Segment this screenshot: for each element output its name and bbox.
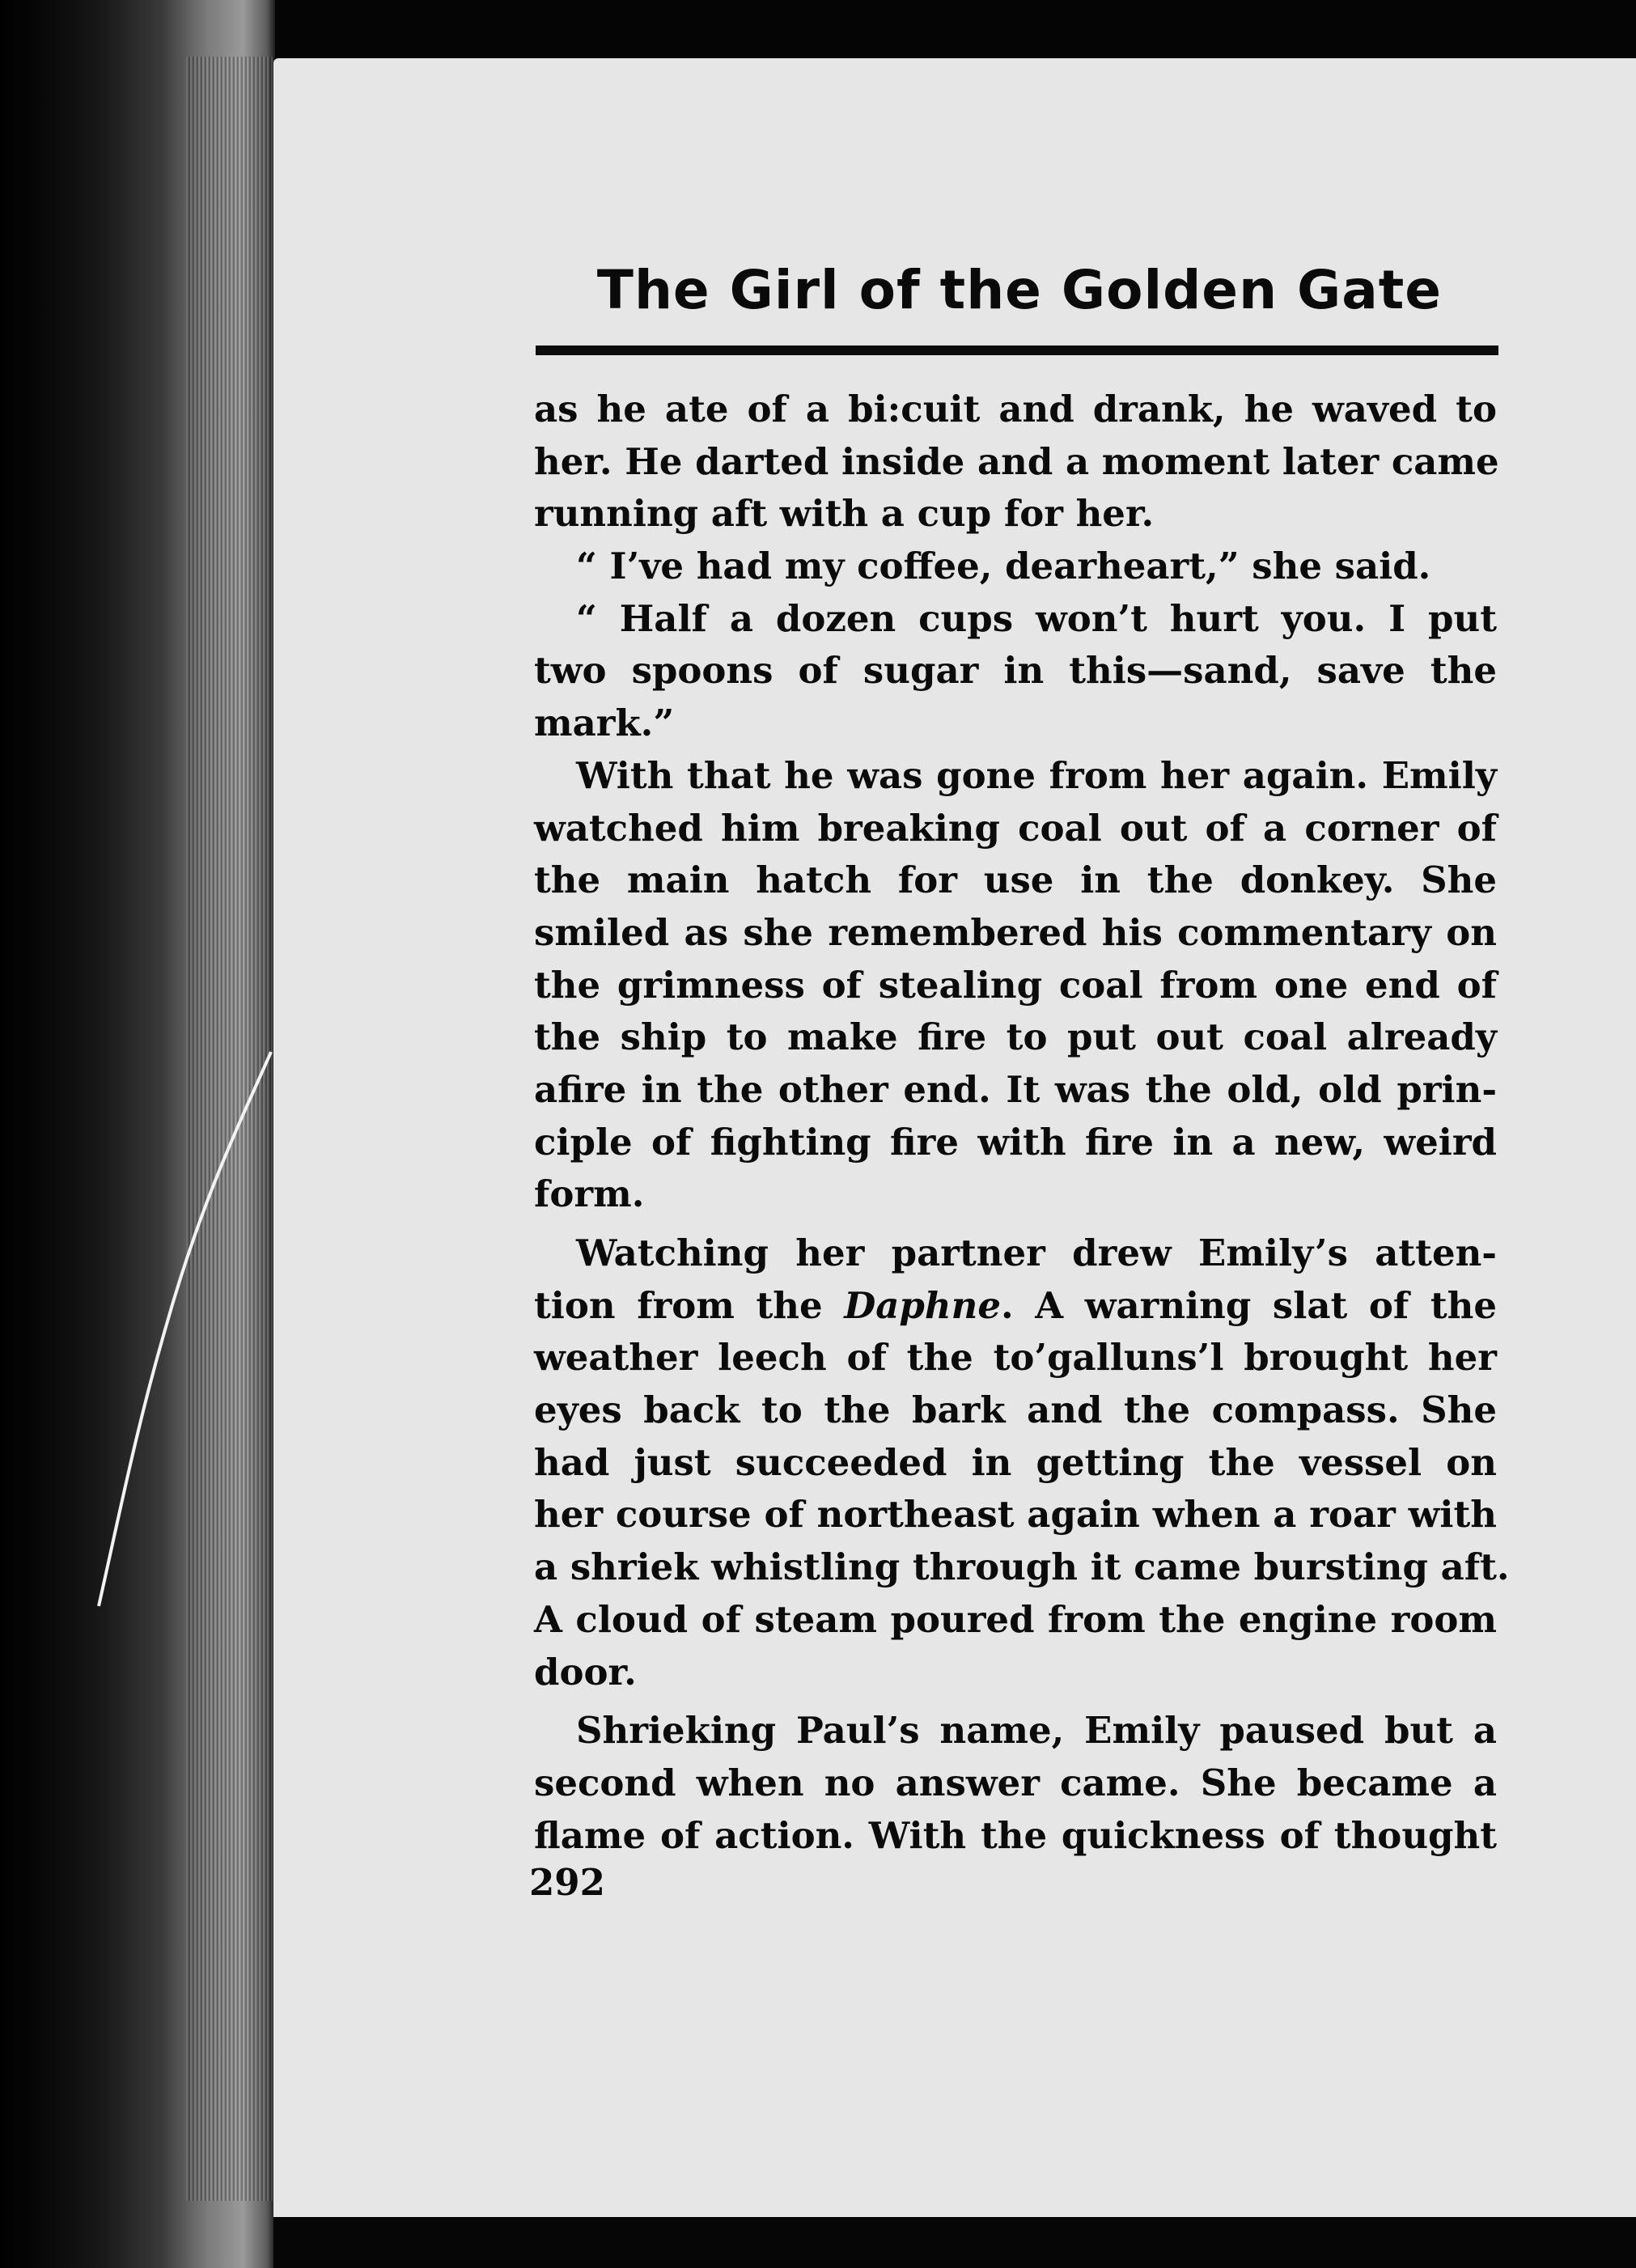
running-head: The Girl of the Golden Gate: [596, 259, 1443, 321]
text-line: the main hatch for use in the donkey. She: [534, 858, 1497, 902]
text-line: as he ate of a bi:cuit and drank, he waved to: [534, 388, 1497, 430]
text-line: running aft with a cup for her.: [534, 492, 1155, 536]
text-line: eyes back to the bark and the compass. She: [534, 1388, 1497, 1432]
text-line: A cloud of steam poured from the engine room: [534, 1597, 1497, 1641]
page-number: 292: [529, 1861, 605, 1904]
text-line: weather leech of the to’galluns’l brought her: [534, 1336, 1497, 1380]
text-line: had just succeeded in getting the vessel on: [534, 1440, 1497, 1484]
text-line: her course of northeast again when a roar with: [534, 1493, 1497, 1537]
text-line: smiled as she remembered his commentary on: [534, 910, 1497, 954]
page-edge-streaks: [186, 57, 275, 2201]
text-line: afire in the other end. It was the old, old prin-: [534, 1067, 1497, 1111]
page-bottom-shadow: [273, 2217, 1636, 2268]
text-line: a shriek whistling through it came bursting aft.: [534, 1545, 1510, 1589]
text-line: form.: [534, 1172, 645, 1216]
text-line: flame of action. With the quickness of thought: [534, 1813, 1497, 1857]
ship-name: Daphne: [844, 1283, 1001, 1327]
text-line: ciple of fighting fire with fire in a new, weird: [534, 1120, 1497, 1164]
text-line: watched him breaking coal out of a corner of: [534, 806, 1497, 850]
text-line: door.: [534, 1650, 637, 1694]
text-line: “ I’ve had my coffee, dearheart,” she said.: [576, 545, 1431, 588]
text-line: second when no answer came. She became a: [534, 1761, 1497, 1804]
text-line: “ Half a dozen cups won’t hurt you. I put: [576, 596, 1497, 640]
text-line: mark.”: [534, 702, 675, 745]
text-line: Shrieking Paul’s name, Emily paused but a: [576, 1709, 1497, 1753]
text-line: the grimness of stealing coal from one end of: [534, 963, 1497, 1007]
paragraph-gap: [534, 1698, 1497, 1705]
text-line: With that he was gone from her again. Emily: [576, 753, 1497, 797]
paragraph-gap: [534, 1221, 1497, 1227]
text-line: Watching her partner drew Emily’s atten-: [576, 1232, 1497, 1274]
text-line: the ship to make fire to put out coal already: [534, 1015, 1497, 1059]
text-line: tion from the Daphne. A warning slat of the: [534, 1283, 1497, 1327]
text-line: two spoons of sugar in this—sand, save the: [534, 649, 1497, 693]
text-line: her. He darted inside and a moment later came: [534, 439, 1499, 483]
header-rule: [536, 345, 1498, 355]
body-text: [534, 384, 1510, 1862]
